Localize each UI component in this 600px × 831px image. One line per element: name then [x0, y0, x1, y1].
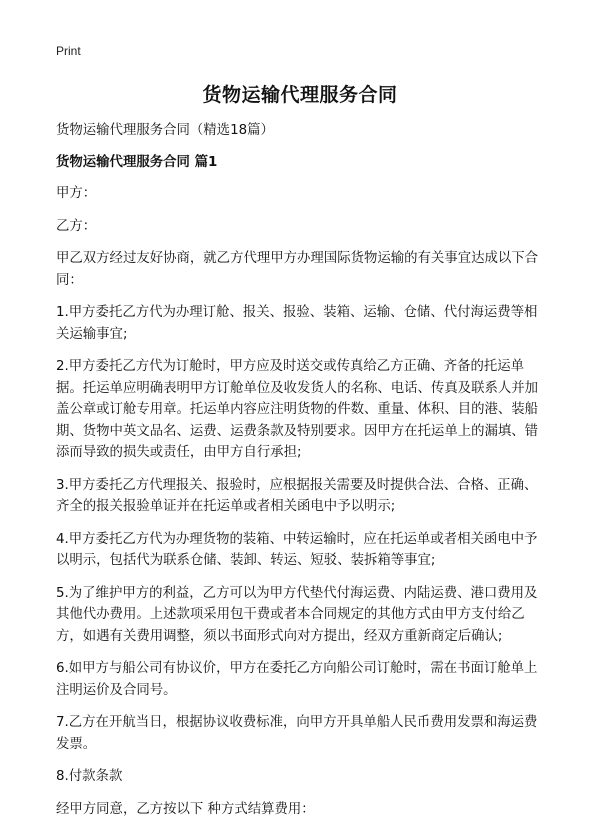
clause-7: 7.乙方在开航当日，根据协议收费标准，向甲方开具单船人民币费用发票和海运费发票。 [56, 715, 538, 752]
document-body [56, 120, 550, 831]
clause-5: 5.为了维护甲方的利益，乙方可以为甲方代垫代付海运费、内陆运费、港口费用及其他代办费用。上述款项采用包干费或者本合同规定的其他方式由甲方支付给乙方，如遇有关费用调整，须以书面形式向对方提出，经双方重新商定后确认; [56, 585, 538, 644]
clause-6: 6.如甲方与船公司有协议价，甲方在委托乙方向船公司订舱时，需在书面订舱单上注明运价及合同号。 [56, 661, 538, 698]
clause-8: 8.付款条款 [56, 769, 123, 784]
clause-1: 1.甲方委托乙方代为办理订舱、报关、报验、装箱、运输、仓储、代付海运费等相关运输事宜; [56, 305, 538, 342]
party-b-line: 乙方： [56, 218, 97, 234]
document-title: 货物运输代理服务合同 [202, 84, 398, 106]
section-heading: 货物运输代理服务合同 篇1 [56, 154, 218, 170]
clause-3: 3.甲方委托乙方代理报关、报验时，应根据报关需要及时提供合法、合格、正确、齐全的报关报验单证并在托运单或者相关函电中予以明示; [56, 477, 538, 514]
print-label: Print [56, 44, 81, 58]
intro-paragraph: 甲乙双方经过友好协商，就乙方代理甲方办理国际货物运输的有关事宜达成以下合同： [56, 251, 539, 288]
payment-intro: 经甲方同意，乙方按以下 种方式结算费用： [56, 801, 315, 817]
clause-4: 4.甲方委托乙方代为办理货物的装箱、中转运输时，应在托运单或者相关函电中予以明示，包括代为联系仓储、装卸、转运、短驳、装拆箱等事宜; [56, 531, 538, 568]
party-a-line: 甲方： [56, 186, 97, 201]
document-subtitle: 货物运输代理服务合同（精选18篇） [56, 123, 274, 138]
clause-2: 2.甲方委托乙方代为订舱时，甲方应及时送交或传真给乙方正确、齐备的托运单据。托运单应明确表明甲方订舱单位及收发货人的名称、电话、传真及联系人并加盖公章或订舱专用章。托运单内容应注明货物的件数、重量、体积、目的港、装船期、货物中英文品名、运费、运费条款及特别要求。因甲方在托运单上的漏填、错添而导致的损失或责任，由甲方自行承担; [56, 359, 539, 460]
